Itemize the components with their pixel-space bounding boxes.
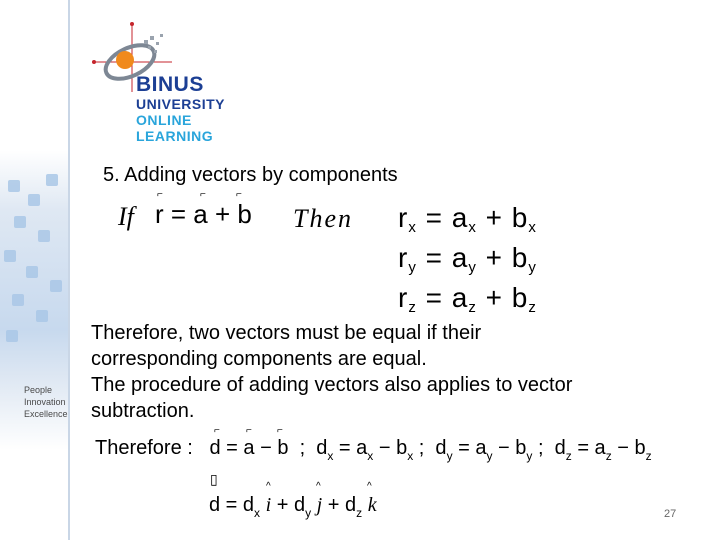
tagline <box>24 384 68 420</box>
logo-learning: LEARNING <box>136 128 214 144</box>
paragraph-line: subtraction. <box>91 400 195 422</box>
lhs: r <box>398 202 409 233</box>
lhs: r <box>398 242 409 273</box>
paragraph-line: Therefore, two vectors must be equal if their <box>91 322 482 344</box>
rhs-a: a <box>451 242 469 273</box>
subscript: x <box>528 219 537 236</box>
then-label: Then <box>293 204 353 233</box>
tagline-line: Innovation <box>24 397 66 407</box>
subscript: x <box>408 219 417 236</box>
rhs-a: a <box>451 282 469 313</box>
component-equation-z: $r_z = a_z + b_z$ <box>398 282 537 316</box>
subscript: z <box>468 299 477 316</box>
left-divider <box>68 0 70 540</box>
hat-icon: ^ <box>316 481 321 492</box>
explanation-paragraph <box>91 320 691 424</box>
vector-equation: r = a + b <box>155 199 252 229</box>
lhs: r <box>398 282 409 313</box>
rhs-b: b <box>511 202 529 233</box>
vector-arrow-icon: ⌐ <box>200 189 206 200</box>
component-equation-x: $r_x = a_x + b_x$ <box>398 202 537 236</box>
component-equation-y: $r_y = a_y + b_y$ <box>398 242 537 276</box>
vector-arrow-icon: ⌐ <box>277 425 283 436</box>
hat-icon: ^ <box>266 481 271 492</box>
unit-vector-equation: $d = d_x$ $i + d_y$ $j + d_z$ k <box>209 494 377 520</box>
subscript: x <box>468 219 477 236</box>
vector-arrow-icon: ⌐ <box>236 189 242 200</box>
rhs-b: b <box>511 282 529 313</box>
page-number: 27 <box>664 508 677 520</box>
subscript: y <box>468 259 477 276</box>
vector-arrow-icon: ⌐ <box>157 189 163 200</box>
rhs-a: a <box>451 202 469 233</box>
logo-university: UNIVERSITY <box>136 96 226 112</box>
vector-arrow-icon: ⌐ <box>214 425 220 436</box>
vector-arrow-icon: ⌐ <box>246 425 252 436</box>
paragraph-line: corresponding components are equal. <box>91 348 427 370</box>
logo-wordmark <box>136 74 225 144</box>
subtraction-equations: Therefore : d = a − b ; $d_x = a_x - b_x$ ; $d_y = a_y - b_y$ ; $d_z = a_z - b_z$ <box>95 437 652 463</box>
logo-binus: BINUS <box>136 73 204 96</box>
subscript: y <box>528 259 537 276</box>
subscript: y <box>408 259 417 276</box>
hat-icon: ^ <box>367 481 372 492</box>
tagline-line: People <box>24 385 53 395</box>
paragraph-line: The procedure of adding vectors also applies to vector <box>91 374 573 396</box>
rhs-b: b <box>511 242 529 273</box>
vector-box-icon: ▯ <box>210 471 218 487</box>
subscript: z <box>528 299 537 316</box>
therefore-label: Therefore : <box>95 437 193 459</box>
logo-online: ONLINE <box>136 112 192 128</box>
tagline-line: Excellence <box>24 409 68 419</box>
decor-tiles <box>0 170 68 370</box>
subscript: z <box>408 299 417 316</box>
slide-heading: 5. Adding vectors by components <box>103 164 398 186</box>
if-label: If <box>118 202 134 231</box>
